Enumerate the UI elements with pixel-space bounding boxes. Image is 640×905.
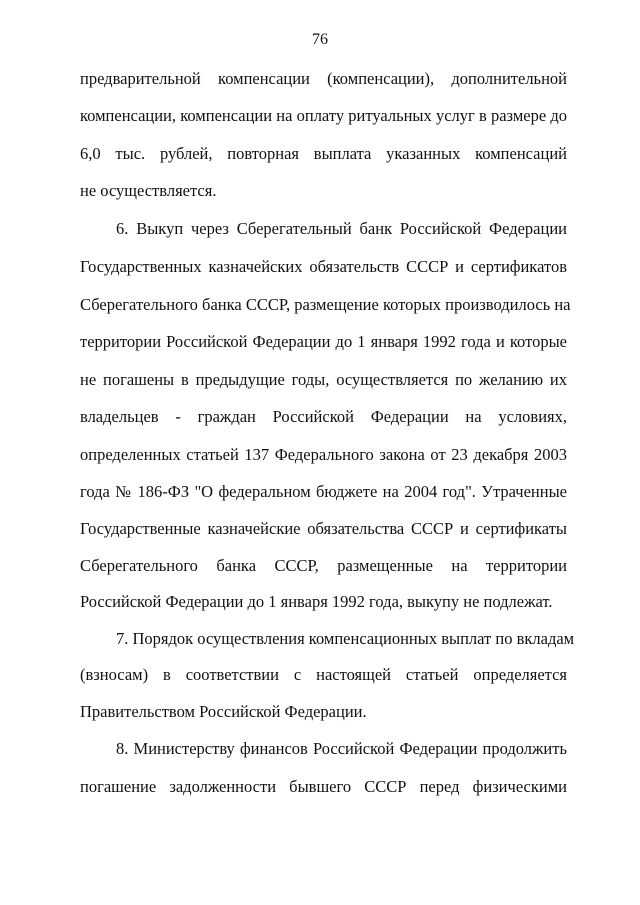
text-line: владельцев - граждан Российской Федерации на условиях, xyxy=(80,407,567,426)
text-line: Государственные казначейские обязательства СССР и сертификаты xyxy=(80,519,567,538)
text-line: погашение задолженности бывшего СССР перед физическими xyxy=(80,777,567,796)
text-line: предварительной компенсации (компенсации), дополнительной xyxy=(80,69,567,88)
text-line: 6,0 тыс. рублей, повторная выплата указанных компенсаций xyxy=(80,144,567,163)
text-line: Государственных казначейских обязательств СССР и сертификатов xyxy=(80,257,567,276)
text-line: (взносам) в соответствии с настоящей статьей определяется xyxy=(80,665,567,684)
text-line: Сберегательного банка СССР, размещение которых производилось на xyxy=(80,295,571,314)
text-line: не осуществляется. xyxy=(80,181,217,200)
text-line: 6. Выкуп через Сберегательный банк Российской Федерации xyxy=(116,219,567,238)
text-line: территории Российской Федерации до 1 января 1992 года и которые xyxy=(80,332,567,351)
text-line: 8. Министерству финансов Российской Федерации продолжить xyxy=(116,739,567,758)
text-line: компенсации, компенсации на оплату ритуальных услуг в размере до xyxy=(80,106,567,125)
page-number: 76 xyxy=(312,31,328,48)
text-line: не погашены в предыдущие годы, осуществляется по желанию их xyxy=(80,370,567,389)
text-line: Правительством Российской Федерации. xyxy=(80,702,367,721)
text-line: года № 186-ФЗ "О федеральном бюджете на 2004 год". Утраченные xyxy=(80,482,567,501)
text-line: Сберегательного банка СССР, размещенные на территории xyxy=(80,556,567,575)
text-line: Российской Федерации до 1 января 1992 года, выкупу не подлежат. xyxy=(80,592,553,611)
text-line: определенных статьей 137 Федерального закона от 23 декабря 2003 xyxy=(80,445,567,464)
text-line: 7. Порядок осуществления компенсационных выплат по вкладам xyxy=(116,629,575,648)
